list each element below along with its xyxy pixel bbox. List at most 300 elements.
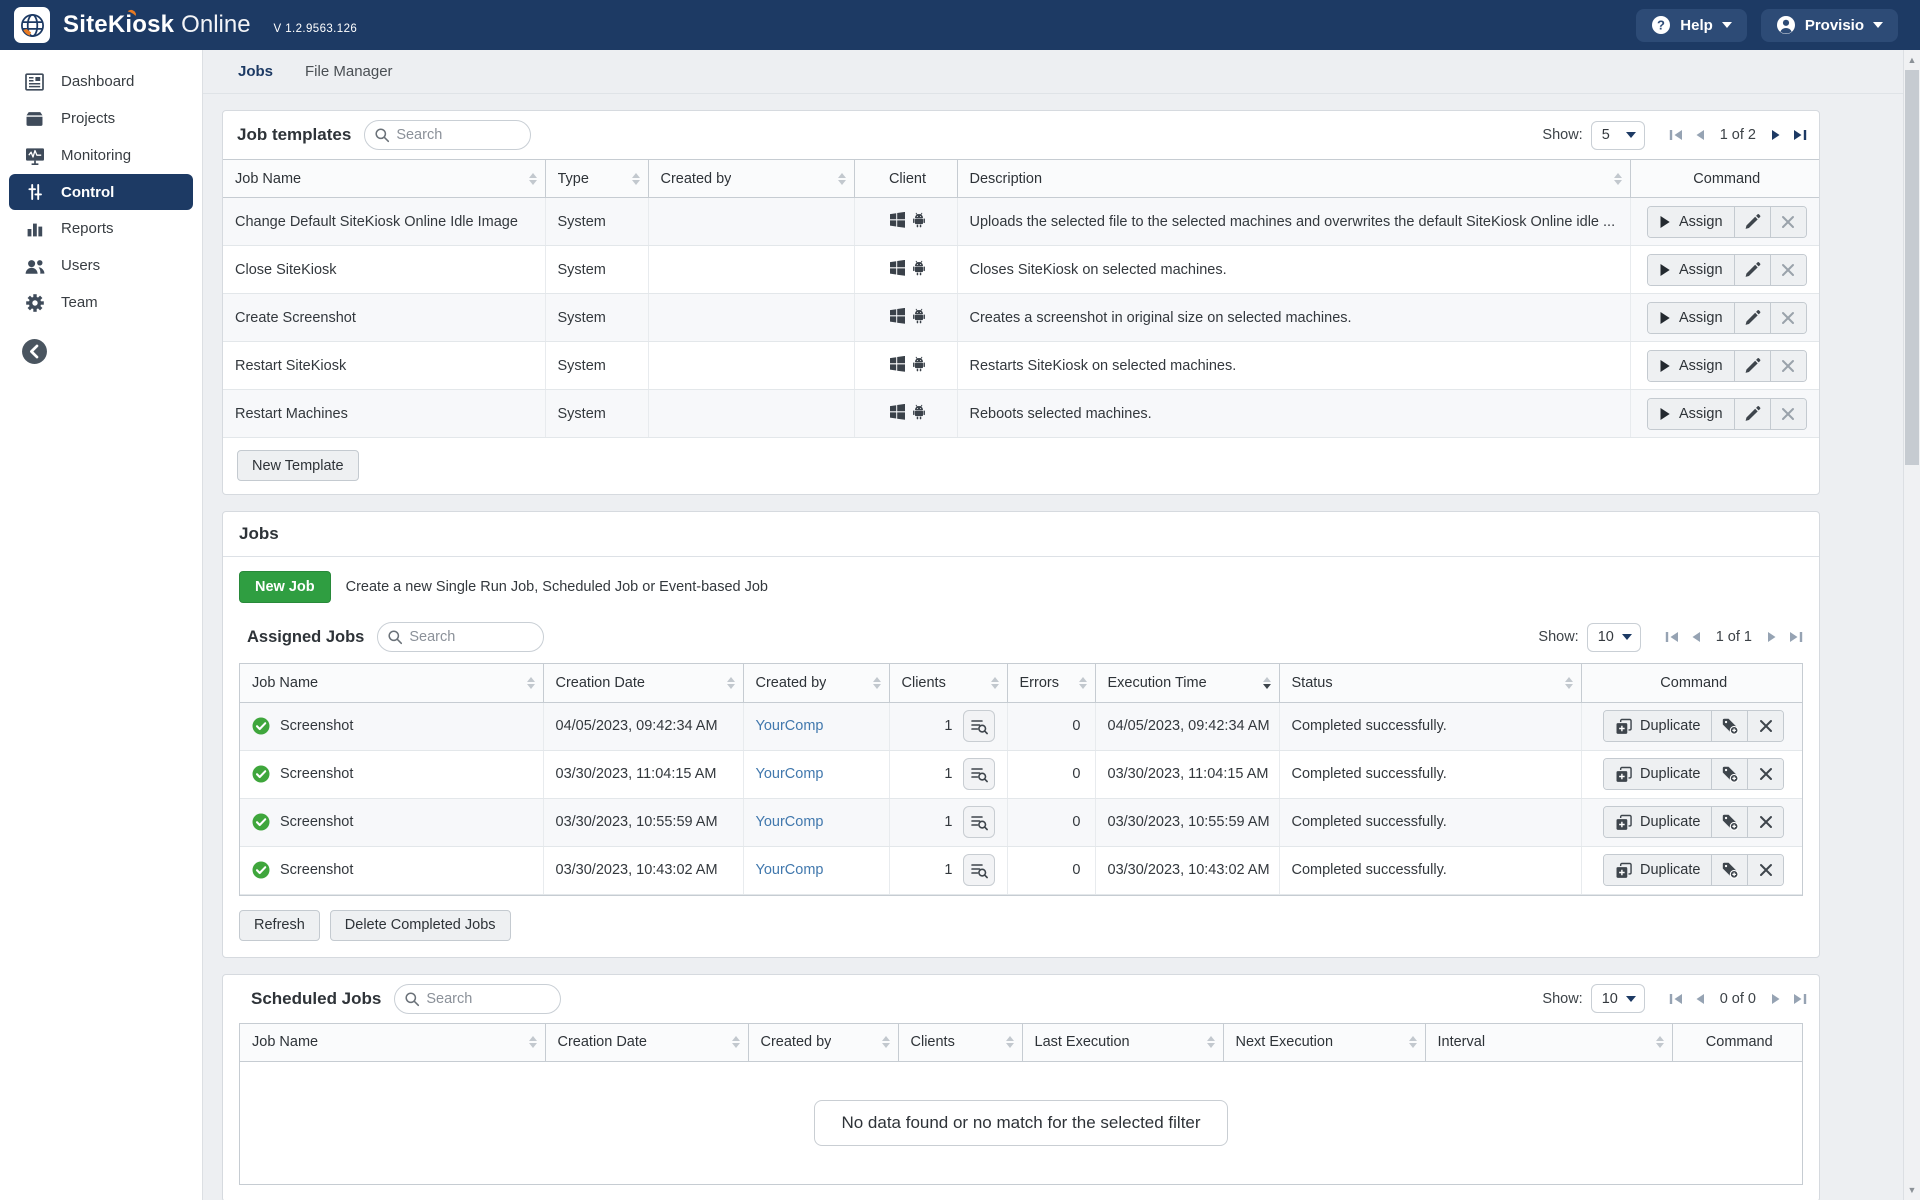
page-info: 1 of 2 <box>1719 127 1756 143</box>
prev-page-button[interactable] <box>1694 993 1706 1005</box>
job-templates-card <box>222 110 1820 495</box>
duplicate-icon <box>1615 766 1632 783</box>
job-name-cell: Change Default SiteKiosk Online Idle Image <box>223 198 545 246</box>
sort-icon[interactable] <box>876 1036 890 1048</box>
page-size-value: 10 <box>1601 990 1618 1007</box>
jobs-section-title: Jobs <box>223 512 1819 557</box>
assign-button[interactable]: Assign <box>1648 207 1734 237</box>
sidebar-item-label: Control <box>61 183 115 201</box>
close-icon <box>1781 263 1795 277</box>
main-content <box>203 50 1903 1200</box>
last-page-button[interactable] <box>1793 993 1807 1005</box>
scrollbar[interactable] <box>1903 50 1920 1200</box>
search-icon <box>387 629 403 645</box>
column-header-type[interactable]: Type <box>545 160 648 198</box>
pagination <box>1669 127 1807 143</box>
assigned-jobs-controls <box>1538 623 1803 652</box>
sort-icon[interactable] <box>867 677 881 689</box>
errors-cell: 0 <box>1007 798 1095 846</box>
sort-icon[interactable] <box>832 173 846 185</box>
android-icon <box>912 260 926 276</box>
tag-plus-icon <box>1721 717 1739 735</box>
chevron-down-icon <box>1722 22 1732 28</box>
column-header-creation-date[interactable]: Creation Date <box>545 1024 748 1062</box>
command-cell <box>1630 198 1819 246</box>
status-cell: Completed successfully. <box>1279 702 1581 750</box>
prev-page-button[interactable] <box>1694 129 1706 141</box>
pencil-icon <box>1744 405 1761 422</box>
chevron-down-icon <box>1626 132 1636 138</box>
scheduled-jobs-title: Scheduled Jobs <box>251 988 382 1008</box>
column-header-clients[interactable]: Clients <box>898 1024 1022 1062</box>
success-check-icon <box>252 717 270 735</box>
delete-button[interactable] <box>1747 855 1783 885</box>
table-row <box>240 750 1802 798</box>
created-by-cell <box>648 294 854 342</box>
prev-page-icon <box>1694 993 1706 1005</box>
help-label: Help <box>1680 16 1713 34</box>
sidebar-item-projects[interactable] <box>0 100 202 137</box>
empty-state-message: No data found or no match for the selected filter <box>814 1100 1227 1146</box>
column-header-job-name[interactable]: Job Name <box>240 664 543 702</box>
first-page-button[interactable] <box>1669 129 1683 141</box>
sidebar-item-label: Projects <box>61 110 116 127</box>
assign-tag-button[interactable] <box>1711 855 1747 885</box>
creation-date-cell: 03/30/2023, 10:55:59 AM <box>543 798 743 846</box>
status-cell: Completed successfully. <box>1279 798 1581 846</box>
job-templates-search <box>364 120 531 150</box>
monitoring-icon <box>24 147 45 165</box>
scheduled-jobs-header <box>223 975 1819 1023</box>
execution-time-cell: 03/30/2023, 10:43:02 AM <box>1095 846 1279 894</box>
chevron-down-icon <box>1873 22 1883 28</box>
column-header-client: Client <box>854 160 957 198</box>
edit-button[interactable] <box>1734 399 1770 429</box>
command-cell <box>1630 390 1819 438</box>
column-header-description[interactable]: Description <box>957 160 1630 198</box>
client-list-button[interactable] <box>963 806 995 838</box>
tag-plus-icon <box>1721 813 1739 831</box>
table-row <box>240 798 1802 846</box>
client-cell <box>854 246 957 294</box>
chevron-down-icon <box>1626 996 1636 1002</box>
execution-time-cell: 03/30/2023, 10:55:59 AM <box>1095 798 1279 846</box>
column-header-command: Command <box>1581 664 1802 702</box>
scheduled-jobs-empty-area <box>240 1062 1802 1184</box>
assigned-jobs-search <box>377 622 544 652</box>
next-page-icon <box>1770 129 1782 141</box>
success-check-icon <box>252 765 270 783</box>
android-icon <box>912 212 926 228</box>
sort-icon[interactable] <box>985 677 999 689</box>
jobs-card <box>222 511 1820 958</box>
type-cell: System <box>545 294 648 342</box>
pencil-icon <box>1744 309 1761 326</box>
new-job-button[interactable]: New Job <box>239 571 331 603</box>
command-cell <box>1581 750 1802 798</box>
clients-cell: 1 <box>889 750 1007 798</box>
delete-button[interactable] <box>1747 807 1783 837</box>
type-cell: System <box>545 390 648 438</box>
edit-button[interactable] <box>1734 207 1770 237</box>
execution-time-cell: 04/05/2023, 09:42:34 AM <box>1095 702 1279 750</box>
close-icon <box>1781 215 1795 229</box>
first-page-button[interactable] <box>1665 631 1679 643</box>
android-icon <box>912 404 926 420</box>
column-header-last-execution[interactable]: Last Execution <box>1022 1024 1223 1062</box>
description-cell: Closes SiteKiosk on selected machines. <box>957 246 1630 294</box>
table-header-row <box>240 664 1802 702</box>
table-header-row <box>223 160 1819 198</box>
column-header-errors[interactable]: Errors <box>1007 664 1095 702</box>
sidebar-item-monitoring[interactable] <box>0 137 202 174</box>
sort-icon[interactable] <box>1201 1036 1215 1048</box>
duplicate-icon <box>1615 718 1632 735</box>
delete-button[interactable] <box>1747 759 1783 789</box>
scroll-down-arrow[interactable]: ▼ <box>1907 1185 1917 1195</box>
sort-icon[interactable] <box>523 173 537 185</box>
command-cell <box>1630 246 1819 294</box>
show-label: Show: <box>1538 629 1579 645</box>
created-by-link[interactable]: YourComp <box>755 766 824 782</box>
sort-icon[interactable] <box>1650 1036 1664 1048</box>
table-row <box>223 198 1819 246</box>
description-cell: Uploads the selected file to the selected machines and overwrites the default SiteKiosk Online idle ... <box>957 198 1630 246</box>
sidebar-item-control[interactable] <box>9 174 193 210</box>
new-template-button[interactable]: New Template <box>237 450 359 481</box>
last-page-icon <box>1793 129 1807 141</box>
list-search-icon <box>970 813 988 831</box>
sort-icon[interactable] <box>1073 677 1087 689</box>
delete-button[interactable] <box>1770 399 1806 429</box>
account-label: Provisio <box>1804 16 1864 34</box>
close-icon <box>1759 767 1773 781</box>
play-icon <box>1659 263 1671 277</box>
assign-tag-button[interactable] <box>1711 759 1747 789</box>
brand-text: SiteKiosk <box>63 11 175 38</box>
column-header-next-execution[interactable]: Next Execution <box>1223 1024 1425 1062</box>
top-bar <box>0 0 1920 50</box>
users-icon <box>24 258 45 274</box>
sidebar-item-label: Dashboard <box>61 73 135 90</box>
column-header-status[interactable]: Status <box>1279 664 1581 702</box>
delete-button[interactable] <box>1770 207 1806 237</box>
column-header-command: Command <box>1672 1024 1802 1062</box>
assign-button[interactable]: Assign <box>1648 399 1734 429</box>
projects-icon <box>24 110 45 127</box>
refresh-button[interactable]: Refresh <box>239 910 320 941</box>
sort-icon[interactable] <box>1608 173 1622 185</box>
close-icon <box>1781 311 1795 325</box>
account-menu-button[interactable] <box>1761 9 1898 42</box>
sort-icon[interactable] <box>523 1036 537 1048</box>
job-name-cell: Screenshot <box>240 798 543 846</box>
creation-date-cell: 04/05/2023, 09:42:34 AM <box>543 702 743 750</box>
version-text: V 1.2.9563.126 <box>273 22 358 35</box>
search-icon <box>404 991 420 1007</box>
show-label: Show: <box>1542 127 1583 143</box>
clients-cell: 1 <box>889 846 1007 894</box>
job-templates-header <box>223 111 1819 159</box>
job-name-cell: Close SiteKiosk <box>223 246 545 294</box>
created-by-link[interactable]: YourComp <box>755 862 824 878</box>
created-by-cell <box>648 246 854 294</box>
created-by-cell <box>648 390 854 438</box>
creation-date-cell: 03/30/2023, 10:43:02 AM <box>543 846 743 894</box>
windows-icon <box>890 356 905 372</box>
scheduled-jobs-card <box>222 974 1820 1200</box>
table-row <box>223 342 1819 390</box>
close-icon <box>1759 815 1773 829</box>
sort-icon[interactable] <box>1000 1036 1014 1048</box>
page-size-value: 10 <box>1597 629 1614 645</box>
column-header-created-by[interactable]: Created by <box>648 160 854 198</box>
column-header-job-name[interactable]: Job Name <box>240 1024 545 1062</box>
success-check-icon <box>252 861 270 879</box>
new-job-hint: Create a new Single Run Job, Scheduled Job or Event-based Job <box>345 579 769 595</box>
client-cell <box>854 294 957 342</box>
column-header-job-name[interactable]: Job Name <box>223 160 545 198</box>
table-header-row <box>240 1024 1802 1062</box>
sidebar <box>0 50 203 1200</box>
created-by-cell <box>743 798 889 846</box>
edit-button[interactable] <box>1734 351 1770 381</box>
topbar-actions <box>1636 9 1920 42</box>
assign-tag-button[interactable] <box>1711 807 1747 837</box>
errors-cell: 0 <box>1007 846 1095 894</box>
first-page-icon <box>1669 993 1683 1005</box>
tab-bar <box>203 50 1903 94</box>
sidebar-item-users[interactable] <box>0 247 202 284</box>
list-search-icon <box>970 765 988 783</box>
pagination <box>1665 629 1803 645</box>
duplicate-button[interactable]: Duplicate <box>1604 759 1711 789</box>
last-page-icon <box>1793 993 1807 1005</box>
duplicate-button[interactable]: Duplicate <box>1604 711 1711 741</box>
assigned-jobs-table <box>240 664 1802 895</box>
prev-page-icon <box>1694 129 1706 141</box>
pencil-icon <box>1744 357 1761 374</box>
page-size-select[interactable] <box>1587 623 1641 652</box>
sidebar-item-label: Team <box>61 294 98 311</box>
created-by-cell <box>743 750 889 798</box>
delete-button[interactable] <box>1747 711 1783 741</box>
client-cell <box>854 390 957 438</box>
edit-button[interactable] <box>1734 303 1770 333</box>
close-icon <box>1759 863 1773 877</box>
delete-button[interactable] <box>1770 255 1806 285</box>
job-name-cell: Restart SiteKiosk <box>223 342 545 390</box>
page-info: 0 of 0 <box>1719 990 1756 1007</box>
created-by-link[interactable]: YourComp <box>755 718 824 734</box>
client-list-button[interactable] <box>963 854 995 886</box>
table-row <box>223 246 1819 294</box>
client-list-button[interactable] <box>963 710 995 742</box>
list-search-icon <box>970 717 988 735</box>
job-templates-controls <box>1542 121 1807 150</box>
created-by-cell <box>743 702 889 750</box>
assign-button[interactable]: Assign <box>1648 303 1734 333</box>
assigned-jobs-header <box>239 621 1803 653</box>
created-by-cell <box>743 846 889 894</box>
page-size-select[interactable] <box>1591 121 1645 150</box>
page-info: 1 of 1 <box>1715 629 1752 645</box>
next-page-icon <box>1766 631 1778 643</box>
close-icon <box>1781 407 1795 421</box>
created-by-cell <box>648 342 854 390</box>
user-icon <box>1776 15 1796 35</box>
edit-button[interactable] <box>1734 255 1770 285</box>
description-cell: Creates a screenshot in original size on selected machines. <box>957 294 1630 342</box>
last-page-button[interactable] <box>1789 631 1803 643</box>
clients-cell: 1 <box>889 702 1007 750</box>
duplicate-icon <box>1615 862 1632 879</box>
sort-icon[interactable] <box>726 1036 740 1048</box>
show-label: Show: <box>1542 990 1583 1007</box>
windows-icon <box>890 260 905 276</box>
execution-time-cell: 03/30/2023, 11:04:15 AM <box>1095 750 1279 798</box>
job-templates-title: Job templates <box>237 125 352 144</box>
scrollbar-thumb[interactable] <box>1905 70 1919 465</box>
play-icon <box>1659 215 1671 229</box>
gear-icon <box>24 294 45 312</box>
delete-completed-jobs-button[interactable]: Delete Completed Jobs <box>330 910 511 941</box>
close-icon <box>1781 359 1795 373</box>
sort-icon[interactable] <box>626 173 640 185</box>
pagination <box>1669 991 1807 1007</box>
assign-button[interactable]: Assign <box>1648 351 1734 381</box>
play-icon <box>1659 311 1671 325</box>
sort-icon[interactable] <box>521 677 535 689</box>
first-page-button[interactable] <box>1669 993 1683 1005</box>
tab-jobs[interactable]: Jobs <box>238 63 274 80</box>
type-cell: System <box>545 342 648 390</box>
tab-file-manager[interactable]: File Manager <box>305 63 393 80</box>
reports-icon <box>24 220 45 237</box>
sidebar-item-reports[interactable] <box>0 210 202 247</box>
type-cell: System <box>545 246 648 294</box>
status-cell: Completed successfully. <box>1279 750 1581 798</box>
description-cell: Restarts SiteKiosk on selected machines. <box>957 342 1630 390</box>
job-name-cell: Restart Machines <box>223 390 545 438</box>
brand-name <box>63 11 251 39</box>
client-cell <box>854 198 957 246</box>
scroll-up-arrow[interactable]: ▲ <box>1907 55 1917 65</box>
assign-button[interactable]: Assign <box>1648 255 1734 285</box>
sidebar-item-label: Reports <box>61 220 114 237</box>
sidebar-item-dashboard[interactable] <box>0 63 202 100</box>
tag-plus-icon <box>1721 765 1739 783</box>
new-job-row <box>239 571 1803 603</box>
windows-icon <box>890 404 905 420</box>
table-row <box>240 702 1802 750</box>
sort-icon[interactable] <box>1403 1036 1417 1048</box>
command-cell <box>1581 846 1802 894</box>
first-page-icon <box>1669 129 1683 141</box>
windows-icon <box>890 212 905 228</box>
duplicate-icon <box>1615 814 1632 831</box>
type-cell: System <box>545 198 648 246</box>
sort-icon[interactable] <box>1559 677 1573 689</box>
sort-icon[interactable] <box>721 677 735 689</box>
created-by-link[interactable]: YourComp <box>755 814 824 830</box>
sitekiosk-logo-icon <box>14 7 50 43</box>
column-header-created-by[interactable]: Created by <box>748 1024 898 1062</box>
help-icon <box>1651 15 1671 35</box>
chevron-left-icon <box>21 338 48 365</box>
last-page-icon <box>1789 631 1803 643</box>
command-cell <box>1581 798 1802 846</box>
duplicate-button[interactable]: Duplicate <box>1604 807 1711 837</box>
android-icon <box>912 308 926 324</box>
play-icon <box>1659 407 1671 421</box>
page-size-select[interactable] <box>1591 984 1645 1013</box>
android-icon <box>912 356 926 372</box>
scheduled-jobs-controls <box>1542 984 1807 1013</box>
table-row <box>240 846 1802 894</box>
sidebar-item-team[interactable] <box>0 284 202 321</box>
search-icon <box>374 127 390 143</box>
last-page-button[interactable] <box>1793 129 1807 141</box>
created-by-cell <box>648 198 854 246</box>
description-cell: Reboots selected machines. <box>957 390 1630 438</box>
column-header-created-by[interactable]: Created by <box>743 664 889 702</box>
help-button[interactable] <box>1636 9 1747 42</box>
command-cell <box>1630 342 1819 390</box>
sidebar-collapse-button[interactable] <box>21 338 48 365</box>
next-page-button[interactable] <box>1770 993 1782 1005</box>
sort-icon-descending[interactable] <box>1257 677 1271 689</box>
column-header-interval[interactable]: Interval <box>1425 1024 1672 1062</box>
list-search-icon <box>970 861 988 879</box>
assigned-jobs-title: Assigned Jobs <box>247 627 365 646</box>
errors-cell: 0 <box>1007 702 1095 750</box>
column-header-creation-date[interactable]: Creation Date <box>543 664 743 702</box>
brand-area <box>0 7 357 43</box>
command-cell <box>1581 702 1802 750</box>
assign-tag-button[interactable] <box>1711 711 1747 741</box>
next-page-button[interactable] <box>1770 129 1782 141</box>
delete-button[interactable] <box>1770 351 1806 381</box>
next-page-button[interactable] <box>1766 631 1778 643</box>
tag-plus-icon <box>1721 861 1739 879</box>
delete-button[interactable] <box>1770 303 1806 333</box>
close-icon <box>1759 719 1773 733</box>
client-list-button[interactable] <box>963 758 995 790</box>
errors-cell: 0 <box>1007 750 1095 798</box>
scheduled-jobs-table <box>240 1024 1802 1063</box>
client-cell <box>854 342 957 390</box>
duplicate-button[interactable]: Duplicate <box>1604 855 1711 885</box>
column-header-clients[interactable]: Clients <box>889 664 1007 702</box>
creation-date-cell: 03/30/2023, 11:04:15 AM <box>543 750 743 798</box>
play-icon <box>1659 359 1671 373</box>
brand-product-text: Online <box>181 11 251 38</box>
job-templates-table <box>223 159 1819 438</box>
status-cell: Completed successfully. <box>1279 846 1581 894</box>
prev-page-button[interactable] <box>1690 631 1702 643</box>
sidebar-item-label: Users <box>61 257 101 274</box>
pencil-icon <box>1744 213 1761 230</box>
next-page-icon <box>1770 993 1782 1005</box>
job-name-cell: Create Screenshot <box>223 294 545 342</box>
job-name-cell: Screenshot <box>240 702 543 750</box>
column-header-execution-time[interactable]: Execution Time <box>1095 664 1279 702</box>
page-size-value: 5 <box>1601 127 1610 143</box>
clients-cell: 1 <box>889 798 1007 846</box>
sidebar-item-label: Monitoring <box>61 147 132 164</box>
windows-icon <box>890 308 905 324</box>
